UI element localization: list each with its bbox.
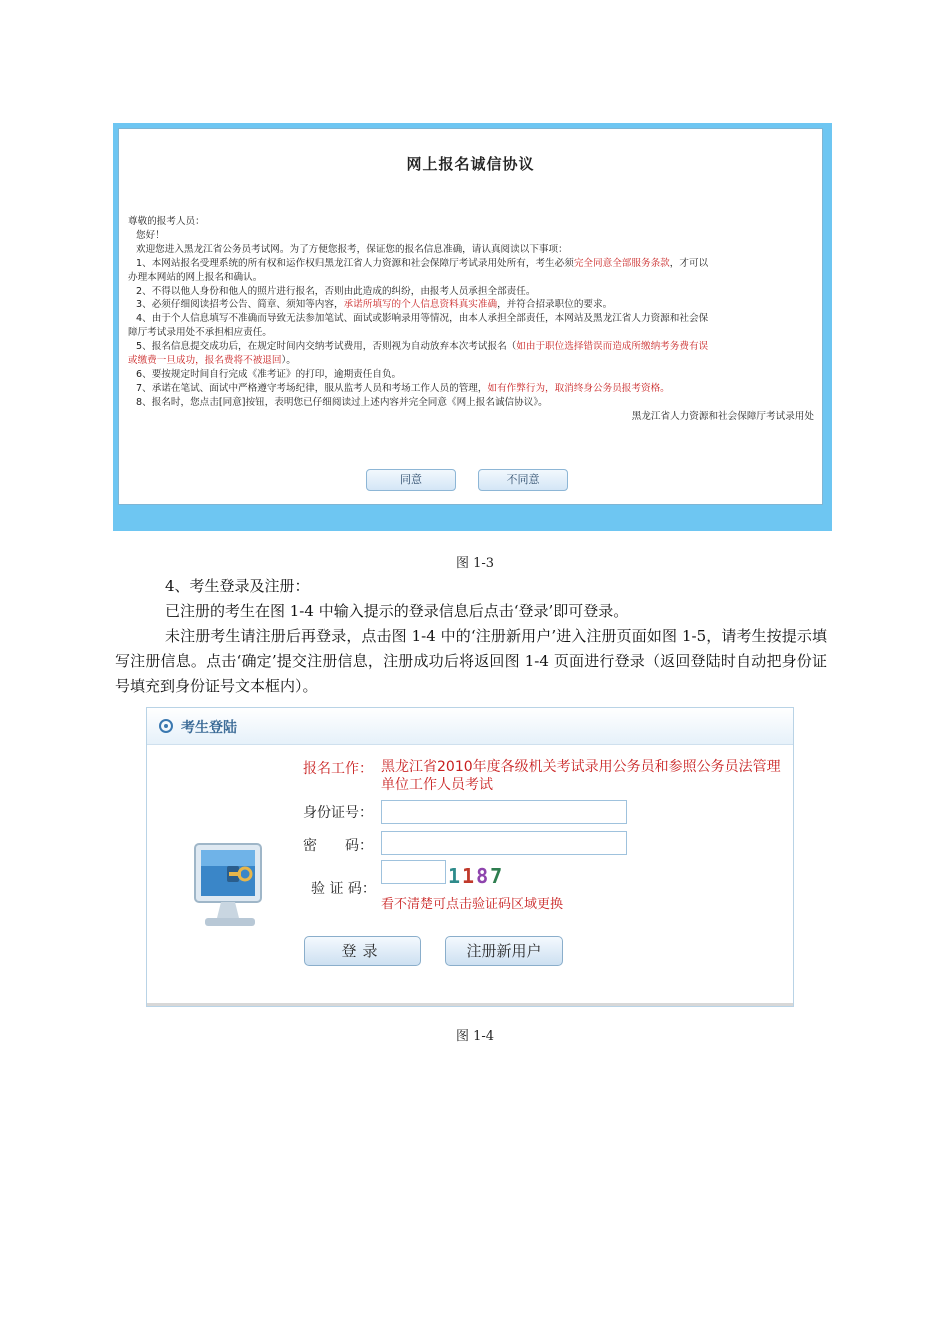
password-input[interactable] xyxy=(381,831,627,855)
item-highlight: 或缴费一旦成功，报名费将不被退回 xyxy=(128,355,282,367)
login-panel xyxy=(146,707,794,1007)
paragraph-unregistered: 未注册考生请注册后再登录，点击图 1-4 中的‘注册新用户’进入注册页面如图 1-5，请考生按提示填写注册信息。点击‘确定’提交注册信息，注册成功后将返回图 1-4 页面进行登录（返回登陆时自动把身份证号填充到身份证号文本框内）。 xyxy=(115,627,827,695)
register-button[interactable]: 注册新用户 xyxy=(445,936,563,966)
target-icon xyxy=(159,719,173,733)
agreement-item-7 xyxy=(128,382,816,396)
captcha-char: 8 xyxy=(476,864,491,888)
agreement-intro: 欢迎您进入黑龙江省公务员考试网。为了方便您报考，保证您的报名信息准确，请认真阅读以下事项： xyxy=(136,243,568,255)
login-header xyxy=(147,708,793,745)
agreement-item-1-cont: 办理本网站的网上报名和确认。 xyxy=(128,271,263,283)
agreement-greeting: 尊敬的报考人员： xyxy=(128,216,205,227)
item-text: 3、必须仔细阅读招考公告、简章、须知等内容， xyxy=(136,299,344,311)
agreement-item-1 xyxy=(128,257,816,271)
item-text: 5、报名信息提交成功后，在规定时间内交纳考试费用，否则视为自动放弃本次考试报名（ xyxy=(136,341,517,353)
captcha-label: 验 证 码： xyxy=(311,881,376,897)
agreement-signature: 黑龙江省人力资源和社会保障厅考试录用处 xyxy=(631,410,814,422)
figure-caption-1-3: 图 1-3 xyxy=(455,556,495,571)
agreement-item-8: 8、报名时，您点击[同意]按钮，表明您已仔细阅读过上述内容并完全同意《网上报名诚信协议》。 xyxy=(136,396,548,408)
item-text: ，才可以 xyxy=(669,257,709,269)
item-highlight: 如由于职位选择错误而造成所缴纳考务费有误 xyxy=(516,341,709,353)
item-text: ，并符合招录职位的要求。 xyxy=(497,299,613,311)
agreement-item-3 xyxy=(128,298,816,312)
agreement-panel xyxy=(118,128,823,505)
login-header-title: 考生登陆 xyxy=(181,720,237,736)
agreement-item-5 xyxy=(128,340,816,354)
item-text: ）。 xyxy=(281,355,296,367)
captcha-char: 1 xyxy=(448,864,463,888)
figure-caption-1-4: 图 1-4 xyxy=(455,1029,495,1044)
agreement-item-5-cont xyxy=(128,354,816,368)
id-number-label: 身份证号： xyxy=(303,805,373,821)
captcha-image[interactable] xyxy=(448,864,514,890)
captcha-input[interactable] xyxy=(381,860,446,884)
password-label: 密 码： xyxy=(303,838,373,854)
item-highlight: 如有作弊行为，取消终身公务员报考资格。 xyxy=(487,382,670,394)
agreement-title: 网上报名诚信协议 xyxy=(406,155,535,173)
monitor-key-icon xyxy=(191,840,273,940)
agreement-dialog-frame xyxy=(113,123,832,531)
agreement-hello: 您好！ xyxy=(136,229,165,241)
job-value: 黑龙江省2010年度各级机关考试录用公务员和参照公务员法管理单位工作人员考试 xyxy=(381,759,781,793)
agreement-item-2: 2、不得以他人身份和他人的照片进行报名，否则由此造成的纠纷，由报考人员承担全部责任。 xyxy=(136,285,536,297)
agreement-item-4-cont: 障厅考试录用处不承担相应责任。 xyxy=(128,327,272,339)
agree-button[interactable]: 同意 xyxy=(366,469,456,491)
item-highlight: 完全同意全部服务条款 xyxy=(573,257,670,269)
item-text: 1、本网站报名受理系统的所有权和运作权归黑龙江省人力资源和社会保障厅考试录用处所有，考生必须 xyxy=(136,257,574,269)
item-highlight: 承诺所填写的个人信息资料真实准确 xyxy=(343,299,498,311)
disagree-button[interactable]: 不同意 xyxy=(478,469,568,491)
captcha-hint: 看不清楚可点击验证码区域更换 xyxy=(381,897,564,912)
captcha-char: 1 xyxy=(462,864,477,888)
job-label: 报名工作： xyxy=(303,761,373,777)
agreement-item-4: 4、由于个人信息填写不准确而导致无法参加笔试、面试或影响录用等情况，由本人承担全部责任，本网站及黑龙江省人力资源和社会保 xyxy=(136,313,709,325)
panel-bottom-rule xyxy=(147,1003,793,1006)
login-button[interactable]: 登录 xyxy=(304,936,421,966)
id-number-input[interactable] xyxy=(381,800,627,824)
agreement-body xyxy=(128,215,816,424)
paragraph-registered: 已注册的考生在图 1-4 中输入提示的登录信息后点击‘登录’即可登录。 xyxy=(165,602,629,620)
agreement-item-6: 6、要按规定时间自行完成《准考证》的打印，逾期责任自负。 xyxy=(136,368,402,380)
item-text: 7、承诺在笔试、面试中严格遵守考场纪律，服从监考人员和考场工作人员的管理， xyxy=(136,382,488,394)
section-title: 4、考生登录及注册： xyxy=(165,577,310,595)
captcha-char: 7 xyxy=(490,864,505,888)
